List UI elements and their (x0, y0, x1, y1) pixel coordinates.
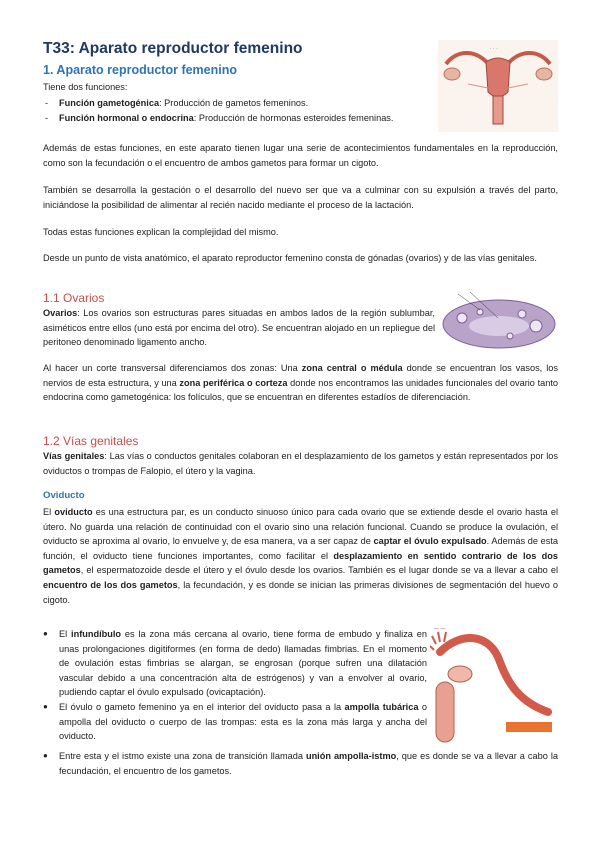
paragraph: Ovarios: Los ovarios son estructuras pares situadas en ambos lados de la región sublumbar, asiméticos entre ellos (uno está por encima del otro). Se encuentran alojado en un repliegue del peritoneo denominado ligamento ancho. (43, 308, 435, 348)
oviduct-parts-list-cont (43, 749, 558, 778)
list-item: ● El infundíbulo es la zona más cercana al ovario, tiene forma de embudo y finaliza en unas prolongaciones digitiformes (en forma de dedo) llamadas fimbrias. En el momento de ovulación estas fimbrias se alargan, se engrosan (porque sufren una dilatación vascular debido a una concentración alta de estrógenos) y van a envolver al ovario, pudiendo captar el óvulo expulsado (ovicaptación). (43, 627, 427, 700)
list-item: - Función hormonal o endocrina: Producción de hormonas esteroides femeninas. (43, 111, 563, 126)
paragraph: El oviducto es una estructura par, es un conducto sinuoso único para cada ovario que se extiende desde el ovario hasta el útero. No guarda una relación de continuidad con el ovario sino una relación funcional. Cuando se produce la ovulación, el oviducto se aproxima al ovario, lo envuelve y, de esa manera, va a ser capaz de captar el óvulo expulsado. Además de esta función, el oviducto tiene funciones importantes, como facilitar el desplazamiento en sentido contrario de los dos gametos, el espermatozoide desde el útero y el óvulo desde los ovarios. También es el lugar donde se va a llevar a cabo el encuentro de los dos gametos, la fecundación, y es donde se inician las primeras divisiones de segmentación del huevo o cigoto. (43, 507, 559, 605)
functions-intro: Tiene dos funciones: (43, 82, 128, 92)
paragraph: Al hacer un corte transversal diferenciamos dos zonas: Una zona central o médula donde se encuentran los vasos, los nervios de esta estructura, y una zona periférica o corteza donde nos encontramos las unidades funcionales del ovario tanto endocrina como gametogénica: los folículos, que se encuentran en diferentes estadíos de diferenciación. (43, 363, 559, 403)
section-heading-ovarios: 1.1 Ovarios (43, 291, 105, 305)
svg-text:— —: — — (434, 626, 446, 632)
paragraph: Además de estas funciones, en este aparato tienen lugar una serie de acontecimientos fundamentales en la reproducción, como son la fecundación o el encuentro de ambos gametos para formar un cigoto. (43, 143, 558, 168)
oviduct-parts-list (43, 627, 427, 744)
list-item: ● Entre esta y el istmo existe una zona de transición llamada unión ampolla-istmo, que es donde se va a llevar a cabo la fecundación, el encuentro de los gametos. (43, 749, 558, 778)
ovary-section-illustration (440, 288, 558, 352)
functions-list (43, 96, 563, 125)
list-item: - Función gametogénica: Producción de gametos femeninos. (43, 96, 563, 111)
section-heading-vias: 1.2 Vías genitales (43, 434, 139, 448)
paragraph: Todas estas funciones explican la complejidad del mismo. (43, 227, 279, 237)
subheading-oviducto: Oviducto (43, 490, 85, 501)
document-title: T33: Aparato reproductor femenino (43, 40, 303, 57)
list-item: ● El óvulo o gameto femenino ya en el interior del oviducto pasa a la ampolla tubárica o ampolla del oviducto o cuerpo de las trompas: esta es la zona más larga y ancha del oviducto. (43, 700, 427, 744)
svg-text:· · ·: · · · (490, 46, 498, 52)
paragraph: Vías genitales: Las vías o conductos genitales colaboran en el desplazamiento de los gametos y están representados por los oviductos o trompas de Falopio, el útero y la vagina. (43, 451, 559, 476)
paragraph: También se desarrolla la gestación o el desarrollo del nuevo ser que va a culminar con su expulsión a través del parto, iniciándose la posibilidad de alimentar al recién nacido mediante el proceso de la lactación. (43, 185, 558, 210)
oviduct-illustration (430, 622, 560, 752)
section-heading-1: 1. Aparato reproductor femenino (43, 63, 238, 77)
paragraph: Desde un punto de vista anatómico, el aparato reproductor femenino consta de gónadas (ovarios) y de las vías genitales. (43, 253, 537, 263)
